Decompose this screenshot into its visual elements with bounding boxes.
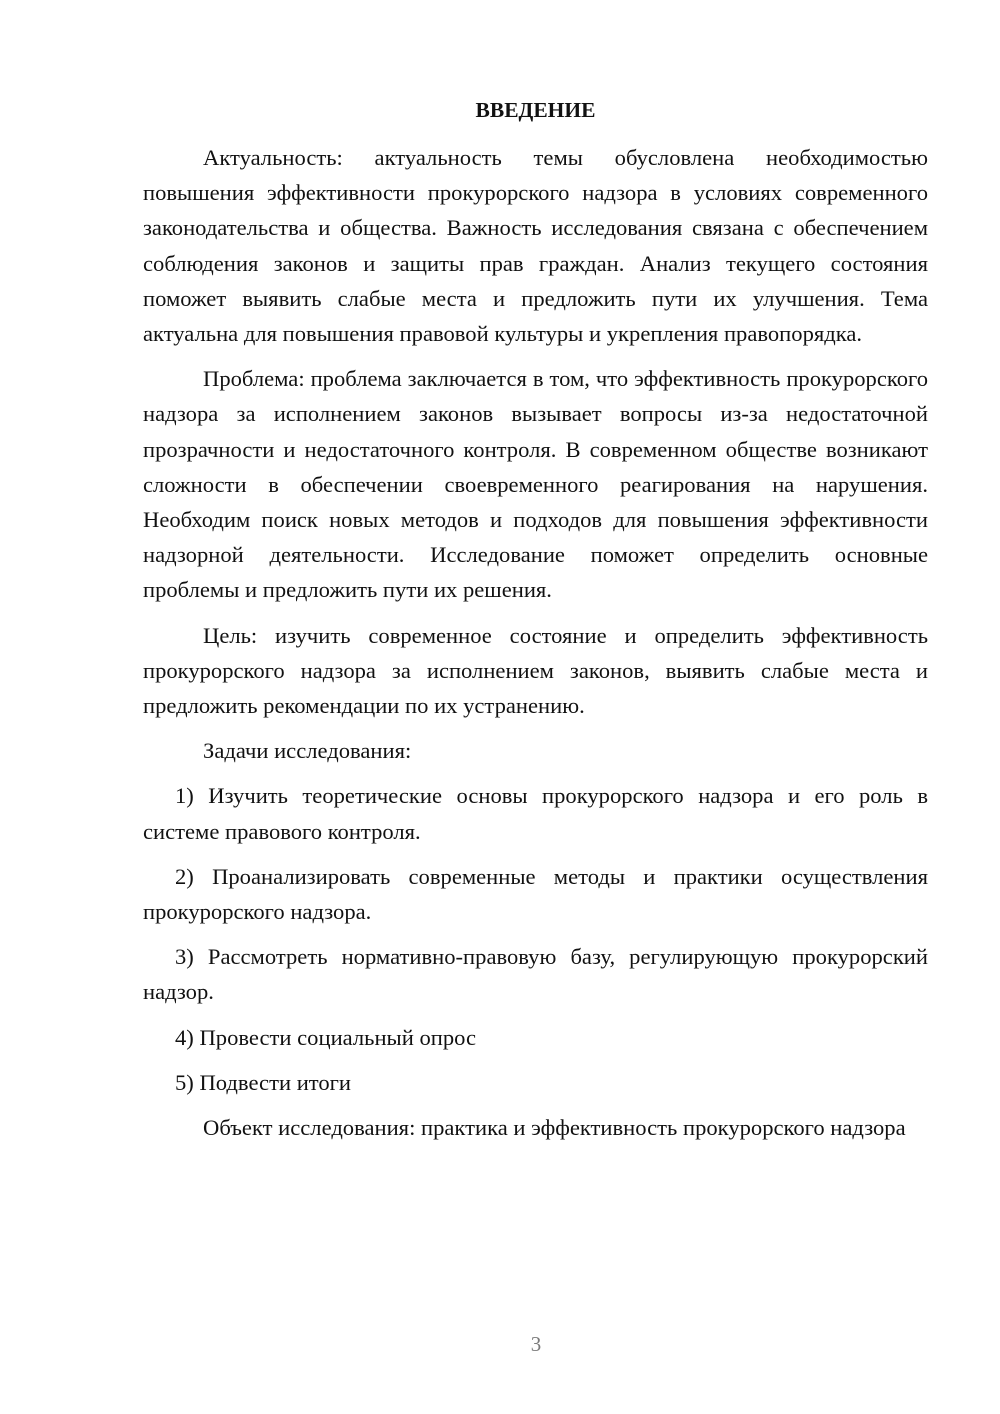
document-body xyxy=(143,93,928,1155)
paragraph-problem: Проблема: проблема заключается в том, что эффективность прокурорского надзора за исполнением законов вызывает вопросы из-за недостаточной прозрачности и недостаточного контроля. В современном обществе возникают сложности в обеспечении своевременного реагирования на нарушения. Необходим поиск новых методов и подходов для повышения эффективности надзорной деятельности. Исследование поможет определить основные проблемы и предложить пути их решения. xyxy=(143,366,928,603)
paragraph-object: Объект исследования: практика и эффективность прокурорского надзора xyxy=(203,1115,906,1141)
paragraph-goal: Цель: изучить современное состояние и определить эффективность прокурорского надзора за исполнением законов, выявить слабые места и предложить рекомендации по их устранению. xyxy=(143,622,928,719)
task-item-2: 2) Проанализировать современные методы и практики осуществления прокурорского надзора. xyxy=(143,863,928,925)
task-item-5: 5) Подвести итоги xyxy=(175,1069,352,1095)
task-item-3: 3) Рассмотреть нормативно-правовую базу, регулирующую прокурорский надзор. xyxy=(143,944,928,1005)
section-title: ВВЕДЕНИЕ xyxy=(475,98,596,122)
paragraph-relevance: Актуальность: актуальность темы обусловлена необходимостью повышения эффективности прокурорского надзора в условиях современного законодательства и общества. Важность исследования связана с обеспечением соблюдения законов и защиты прав граждан. Анализ текущего состояния поможет выявить слабые места и предложить пути их улучшения. Тема актуальна для повышения правовой культуры и укрепления правопорядка. xyxy=(143,145,928,347)
tasks-heading: Задачи исследования: xyxy=(203,738,412,764)
task-item-4: 4) Провести социальный опрос xyxy=(175,1024,477,1050)
task-item-1: 1) Изучить теоретические основы прокурорского надзора и его роль в системе правового контроля. xyxy=(143,783,928,844)
page-number: 3 xyxy=(530,1332,542,1356)
